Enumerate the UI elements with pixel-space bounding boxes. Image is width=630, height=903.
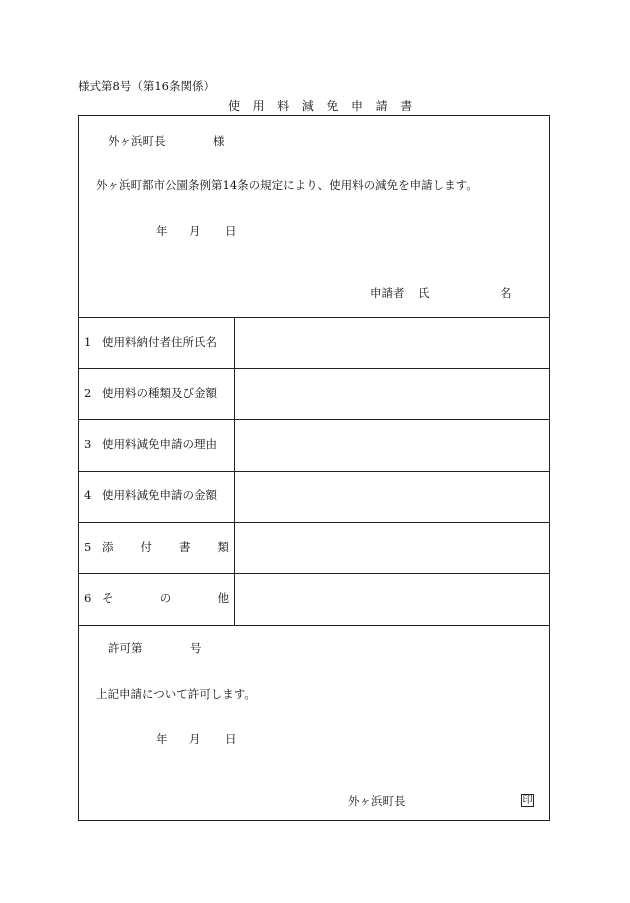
- row-1-number: 1: [84, 335, 92, 349]
- row-5-value-field[interactable]: [235, 523, 549, 573]
- permit-number-prefix: 許可第: [108, 641, 143, 655]
- row-3-value-field[interactable]: [235, 420, 549, 471]
- row-5-label: [102, 542, 229, 554]
- row-6-label-char: 他: [217, 591, 229, 605]
- row-5-label-char: 書: [179, 540, 191, 554]
- row-4-number: 4: [84, 488, 92, 502]
- date-day: 日: [225, 224, 237, 238]
- row-6-number: 6: [84, 591, 92, 605]
- row-5-label-char: 付: [140, 540, 152, 554]
- row-6-label: [102, 593, 229, 605]
- row-5-label-char: 類: [217, 540, 229, 554]
- permit-number-suffix: 号: [190, 641, 202, 655]
- row-4-value-field[interactable]: [235, 472, 549, 522]
- row-6-label-char: の: [159, 591, 172, 605]
- seal-mark: 印: [522, 795, 533, 806]
- applicant-label: 申請者: [370, 286, 405, 300]
- row-1-label: 使用料納付者住所氏名: [102, 335, 217, 349]
- permit-date-day: 日: [225, 732, 237, 746]
- document-title: 使用料減免申請書: [228, 99, 425, 113]
- divider-bottom-section: [78, 625, 550, 626]
- row-5-label-char: 添: [102, 540, 114, 554]
- application-statement: 外ヶ浜町都市公園条例第14条の規定により、使用料の減免を申請します。: [96, 178, 478, 192]
- row-6-value-field[interactable]: [235, 574, 549, 625]
- name-label-2: 名: [500, 286, 512, 300]
- permit-statement: 上記申請について許可します。: [96, 687, 256, 701]
- addressee-honorific: 様: [213, 134, 225, 148]
- row-1-value-field[interactable]: [235, 318, 549, 368]
- row-6-label-char: そ: [102, 591, 114, 605]
- issuer-name: 外ヶ浜町長: [348, 794, 406, 808]
- name-label-1: 氏: [418, 286, 430, 300]
- row-2-value-field[interactable]: [235, 369, 549, 419]
- date-month: 月: [189, 224, 201, 238]
- form-number: 様式第8号（第16条関係）: [78, 79, 215, 93]
- row-4-label: 使用料減免申請の金額: [102, 488, 217, 502]
- row-2-number: 2: [84, 386, 92, 400]
- row-5-number: 5: [84, 540, 92, 554]
- date-year: 年: [156, 224, 168, 238]
- addressee: 外ヶ浜町長: [108, 134, 166, 148]
- row-3-number: 3: [84, 437, 92, 451]
- row-3-label: 使用料減免申請の理由: [102, 437, 217, 451]
- row-2-label: 使用料の種類及び金額: [102, 386, 217, 400]
- permit-date-year: 年: [156, 732, 168, 746]
- permit-date-month: 月: [189, 732, 201, 746]
